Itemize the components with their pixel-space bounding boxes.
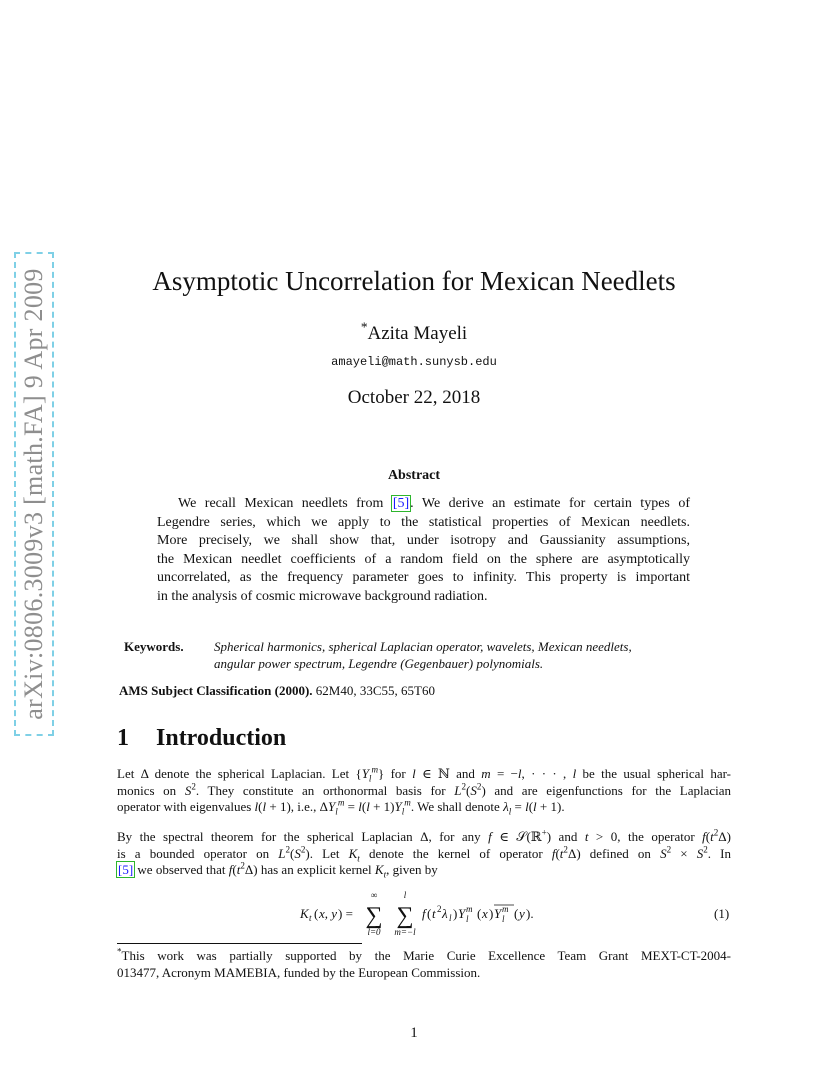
citation-link[interactable]: [5] (118, 862, 134, 878)
ams-classification (119, 683, 435, 699)
svg-text:l: l (449, 913, 452, 923)
svg-text:m: m (466, 904, 473, 914)
svg-text:λ: λ (442, 906, 448, 921)
keywords-line: angular power spectrum, Legendre (Gegenbauer) polynomials. (214, 656, 544, 671)
svg-text:Y: Y (458, 906, 466, 921)
footnote-line: 013477, Acronym MAMEBIA, funded by the European Commission. (117, 964, 481, 980)
equation-number: (1) (714, 906, 730, 921)
keywords-label: Keywords. (124, 639, 184, 654)
footnote-mark: * (117, 946, 122, 957)
abstract-line: in the analysis of cosmic microwave background radiation. (157, 588, 488, 604)
svg-text:(: ( (477, 906, 482, 921)
svg-text:∞: ∞ (370, 890, 378, 900)
svg-text:l=0: l=0 (367, 927, 381, 937)
svg-text:t: t (432, 906, 436, 921)
paper-title: Asymptotic Uncorrelation for Mexican Needlets (152, 266, 676, 296)
abstract-line: Legendre series, which we apply to the statistical properties of Mexican needlets. (157, 514, 690, 530)
svg-text:(: ( (514, 906, 519, 921)
svg-text:m: m (502, 904, 509, 914)
svg-text:): ) (489, 906, 494, 921)
section-heading (117, 725, 286, 752)
abstract-heading: Abstract (387, 468, 441, 483)
svg-text:∑: ∑ (396, 903, 414, 929)
intro-paragraph: By the spectral theorem for the spherical Laplacian Δ, for any f ∈ 𝒮(ℝ+) and t > 0, the operator $f(t^2\Delta)$ is a bounded operator on $L^2(S^2)$. Let $K_t$ denote the kernel of operator $f(t^2\Delta)$ defined on $S^2 \times S^2$. In [5] we observed that $f(t^2\Delta)$ has an explicit kernel $K_t$, given by (117, 827, 732, 880)
keywords-line: Spherical harmonics, spherical Laplacian operator, wavelets, Mexican needlets, (214, 639, 632, 654)
footnote (117, 948, 731, 981)
svg-text:Y: Y (494, 906, 502, 921)
footnote-rule (117, 943, 362, 944)
author-line (0, 319, 828, 345)
svg-text:(: ( (314, 906, 319, 921)
svg-text:(: ( (427, 906, 432, 921)
svg-text:l: l (403, 890, 407, 900)
svg-text:∑: ∑ (365, 903, 383, 929)
display-equation (300, 890, 600, 938)
abstract-line: We recall Mexican needlets from [5]. We derive an estimate for certain types of (178, 496, 690, 511)
author-name: Azita Mayeli (367, 323, 468, 344)
svg-text:l: l (466, 914, 469, 924)
footnote-line: This work was partially supported by the Marie Curie Excellence Team Grant MEXT-CT-2004- (121, 948, 731, 963)
abstract-line: More precisely, we shall show that, under isotropy and Gaussianity assumptions, (157, 533, 690, 549)
abstract-line: uncorrelated, as the frequency parameter goes to infinity. This property is important (157, 570, 690, 586)
svg-text:x: x (482, 906, 488, 921)
svg-text:) =: ) = (338, 906, 353, 921)
svg-text:K: K (300, 906, 309, 921)
ams-label: AMS Subject Classification (2000). (119, 683, 313, 698)
abstract-line: the Mexican needlet coefficients of a random field on the sphere are asymptotically (157, 551, 690, 567)
svg-text:l: l (502, 914, 505, 924)
svg-text:x, y: x, y (319, 906, 338, 921)
svg-text:m=−l: m=−l (394, 927, 416, 937)
intro-paragraph: Let Δ denote the spherical Laplacian. Let $\{Y_l^m\}$ for l ∈ ℕ and m = −l, · · · , l be the usual spherical har- monics on $S^2$. They constitute an orthonormal basis for $L^2(S^2)$ and are eigenfunctions for the Laplacian operator with eigenvalues l(l + 1), i.e., $\Delta Y_l^m = l(l + 1)Y_l^m$. We shall denote $\lambda_l = l(l + 1)$. (117, 764, 732, 817)
section-title: Introduction (156, 725, 287, 751)
svg-text:): ) (453, 906, 458, 921)
author-email: amayeli@math.sunysb.edu (331, 355, 497, 369)
citation-link[interactable]: [5] (392, 496, 410, 511)
paper-date: October 22, 2018 (347, 387, 481, 408)
arxiv-identifier-text: arXiv:0806.3009v3 [math.FA] 9 Apr 2009 (19, 268, 48, 720)
ams-codes: 62M40, 33C55, 65T60 (315, 683, 435, 698)
svg-text:f: f (422, 906, 426, 921)
svg-text:2: 2 (437, 904, 442, 914)
svg-text:t: t (309, 913, 312, 923)
section-number: 1 (117, 725, 129, 751)
abstract-body (157, 495, 690, 607)
svg-text:y: y (519, 906, 525, 921)
author-footnote-mark: * (360, 319, 368, 335)
svg-text:).: ). (526, 906, 534, 921)
page-number: 1 (410, 1025, 418, 1041)
